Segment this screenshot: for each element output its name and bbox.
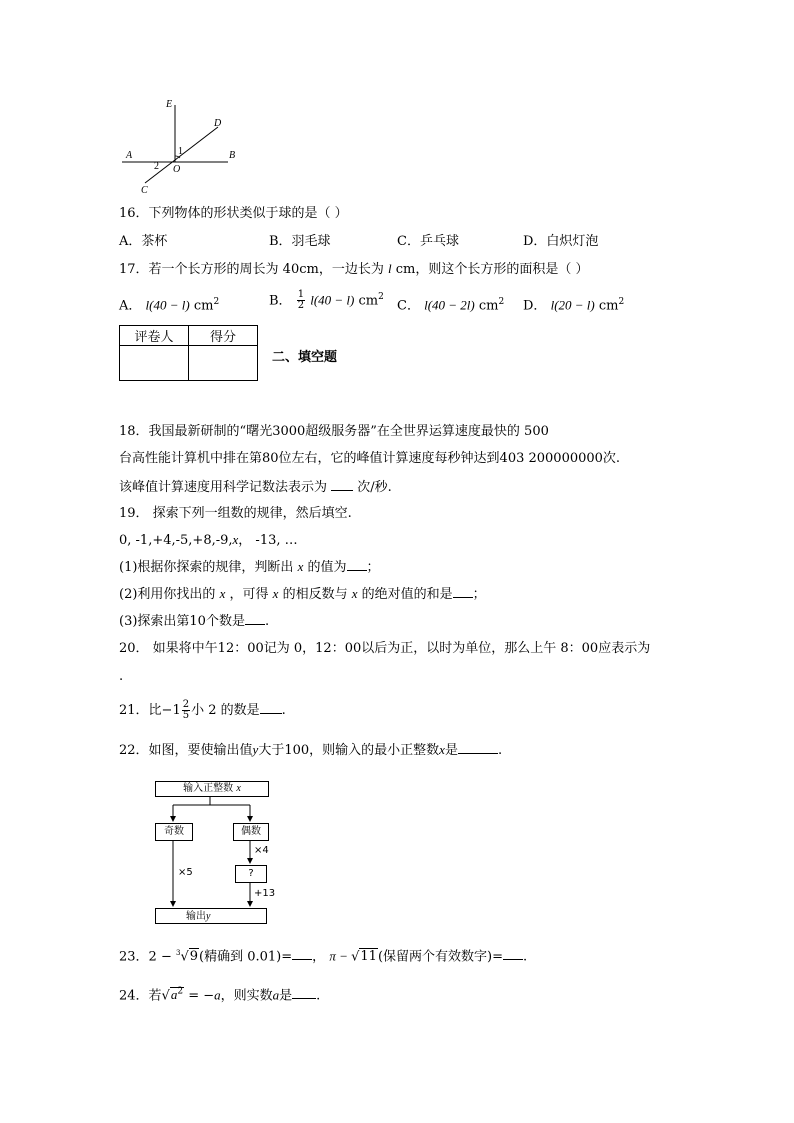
q17-stem-a: 17．若一个长方形的周长为 40cm，一边长为 [119,262,384,277]
angle-figure [110,95,260,205]
label-c: C [141,185,148,196]
label-angle-1: 1 [178,146,183,157]
q23-c: ， [312,949,326,965]
q18-line-3-b: 次/秒. [357,480,392,495]
score-table-score-cell[interactable] [189,346,258,381]
q24: 24．若$√a^2 = -a$，则实数a是 . [119,987,321,1004]
q19-p1-c: ； [366,560,380,575]
q17-option-b-exp: 2 [378,292,384,302]
q19-sequence [119,531,298,550]
q23-a: 23． [119,949,149,965]
q16-option-a: A．茶杯 [119,234,168,249]
q19-part-2 [119,585,486,604]
flowchart [145,775,285,930]
section-title: 二、填空题 [272,350,338,365]
q17-option-b [269,288,384,311]
q17-stem-var: l [387,261,392,276]
flow-output-label: 输出 [186,911,206,922]
flow-question-box: ? [235,865,267,883]
label-o: O [173,164,181,175]
q22 [119,741,502,760]
q19-sequence-b: ， -13, … [238,533,298,548]
q19-p2-b: ，可得 [229,587,269,602]
q17-option-c [397,293,504,315]
q17-stem-b: cm，则这个长方形的面积是（ ） [395,262,589,277]
q18-line-3-a: 该峰值计算速度用科学记数法表示为 [119,480,328,495]
q21-blank[interactable] [260,701,282,714]
score-table [119,325,258,381]
q19-p2-var-1: x [219,586,226,601]
q22-a: 22．如图，要使输出值 [119,743,253,758]
q22-var-x: x [439,742,445,757]
q17-option-d-expr: l(20 − l) [550,297,595,313]
q21 [119,700,286,721]
q18-answer-blank[interactable] [331,478,353,491]
q17-option-a [119,293,219,315]
q24-var-1: a [214,987,221,1003]
flow-even-box: 偶数 [233,823,269,841]
q17-option-d-label: D． [523,298,547,314]
score-table-grader-header: 评卷人 [120,326,189,346]
q23-b: (精确到 0.01)= [199,949,293,965]
score-table-header [120,326,258,346]
q24-d: 是 [279,988,293,1004]
q24-c: ，则实数 [220,988,273,1004]
q16-option-d: D．白炽灯泡 [523,234,599,249]
q17-option-c-expr: l(40 − 2l) [424,297,475,313]
flow-output-box [155,908,267,924]
q23-root-index: 3 [175,949,181,957]
angle-figure-svg [110,95,260,205]
label-angle-2: 2 [154,161,159,172]
q24-radicand-var: a [170,987,178,1003]
q21-num: 2 [182,699,190,710]
q17-option-c-exp: 2 [498,297,505,307]
q17-option-d [523,293,624,315]
flow-odd-box: 奇数 [155,823,193,841]
q21-whole: −1 [161,703,181,718]
q20-stem: 20． 如果将中午12：00记为 0，12：00以后为正，以时为单位，那么上午 8：00应表示为 [119,641,651,656]
q23-blank-1[interactable] [292,947,312,960]
q24-var-2: a [272,987,280,1003]
q17-option-a-exp: 2 [213,297,220,307]
flow-plus13-label: +13 [254,888,276,899]
label-a: A [126,150,133,161]
q23: 23．2 − $^3$√9(精确到 0.01)= ， π − √11(保留两个有效数字)= . [119,948,528,965]
label-d: D [214,118,222,129]
q21-b: 小 2 的数是 [191,703,260,718]
score-table-grader-cell[interactable] [120,346,189,381]
q18-line-2: 台高性能计算机中排在第80位左右，它的峰值计算速度每秒钟达到403 200000000次. [119,451,621,466]
q19-part-3 [119,612,269,631]
q19-p2-d: 的绝对值的和是 [361,587,453,602]
flow-input-var: x [236,783,241,794]
q21-den: 5 [182,710,190,721]
q19-p2-var-2: x [272,586,279,601]
q17-option-a-label: A． [119,298,142,314]
q19-p1-var: x [297,559,304,574]
score-table-body [120,346,258,381]
q17-option-a-unit: cm [193,298,214,314]
q21-a: 21．比 [119,703,162,718]
q22-d: . [497,743,503,758]
q23-expr2-a: π − [329,948,352,964]
flow-times5-label: ×5 [178,867,193,878]
q22-var-y: y [252,742,259,757]
q16-stem: 16．下列物体的形状类似于球的是（ ） [119,206,348,221]
q21-c: . [281,703,286,718]
q19-p3-a: (3)探索出第10个数是 [119,614,245,629]
flow-output-var: y [206,911,211,922]
flow-times4-label: ×4 [254,845,269,856]
q22-c: 是 [444,743,458,758]
q19-p3-blank[interactable] [245,612,265,625]
q17-option-b-den: 2 [297,300,305,312]
q21-fraction [182,700,190,721]
q19-p2-c: 的相反数与 [282,587,348,602]
q18-line-1: 18．我国最新研制的“曙光3000超级服务器”在全世界运算速度最快的 500 [119,424,549,439]
label-e: E [166,99,173,110]
q24-e: . [316,988,321,1004]
q20-tail: . [119,669,124,684]
q19-p3-b: . [264,614,270,629]
q17-option-c-label: C． [397,298,420,314]
q19-p2-a: (2)利用你找出的 [119,587,216,602]
q19-p1-b: 的值为 [307,560,347,575]
q19-p2-e: ； [472,587,486,602]
q17-option-b-label: B． [269,293,292,309]
q17-option-b-expr: l(40 − l) [310,292,355,308]
q19-sequence-var: x [232,532,239,547]
q23-radicand-2: 11 [360,949,377,965]
q19-sequence-a: 0, -1,+4,-5,+8,-9, [119,533,233,548]
q16-option-b: B．羽毛球 [269,234,331,249]
q19-part-1 [119,558,380,577]
q22-b: 大于100，则输入的最小正整数 [258,743,440,758]
q19-p2-var-3: x [351,586,358,601]
q18-line-3 [119,478,392,497]
q24-a: 24．若 [119,988,162,1004]
q17-option-b-num: 1 [297,289,305,301]
flow-input-box [155,781,269,797]
q17-option-b-unit: cm [358,293,379,309]
q23-blank-2[interactable] [503,947,523,960]
q19-p1-a: (1)根据你探索的规律，判断出 [119,560,294,575]
q19-p1-blank[interactable] [347,558,367,571]
q19-stem: 19． 探索下列一组数的规律，然后填空. [119,506,352,521]
label-b: B [229,150,236,161]
q24-radicand [170,987,184,1003]
q24-blank[interactable] [292,986,316,999]
q22-blank[interactable] [458,741,498,754]
q17-option-b-fraction [297,290,305,311]
q19-p2-blank[interactable] [453,585,473,598]
score-table-score-header: 得分 [189,326,258,346]
q23-radicand-1: 9 [189,949,199,965]
q17-option-d-unit: cm [598,298,619,314]
flow-input-label: 输入正整数 [183,783,234,794]
q24-b: = − [184,988,215,1004]
q23-d: (保留两个有效数字)= [377,949,503,965]
q23-e: . [523,949,528,965]
q17-option-c-unit: cm [478,298,499,314]
q17-stem [119,260,588,279]
q17-option-a-expr: l(40 − l) [145,297,190,313]
q24-radicand-exp: 2 [177,987,184,997]
q16-option-c: C．乒乓球 [397,234,459,249]
q23-expr1-a: 2 − [148,949,176,965]
q17-option-d-exp: 2 [618,297,625,307]
